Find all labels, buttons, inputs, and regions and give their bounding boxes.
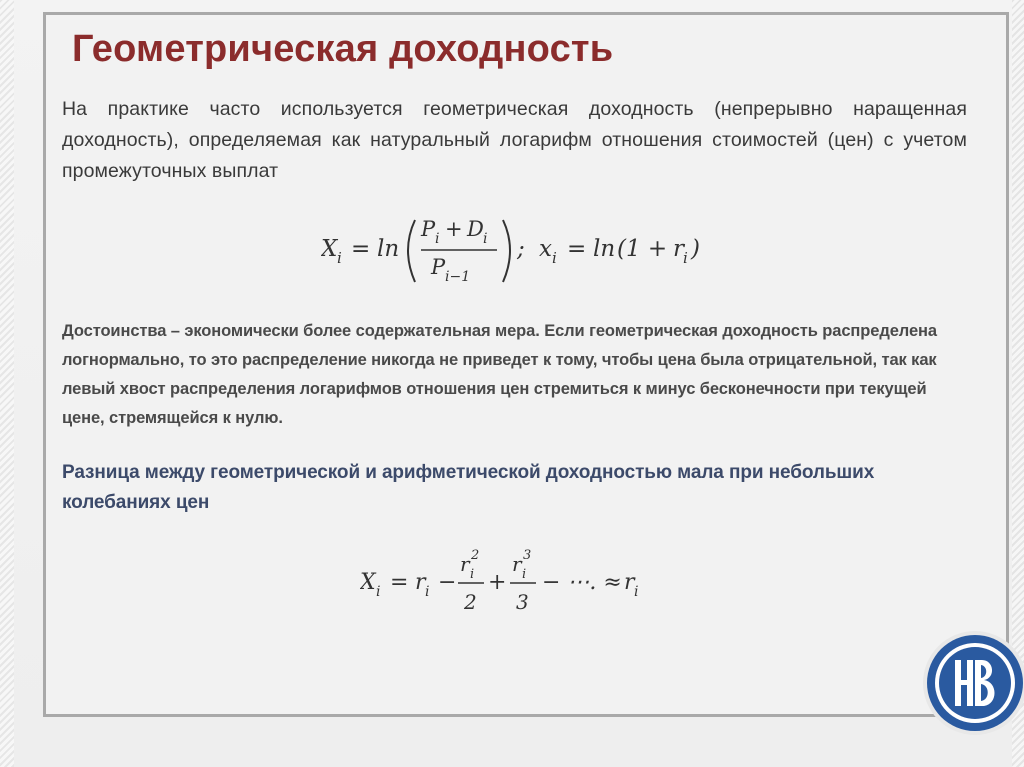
f1-lhs2-sub: i: [552, 249, 557, 267]
f2-frac2-num: r: [512, 552, 522, 576]
f2-frac1-den: 2: [464, 590, 477, 614]
f1-num-P-sub: i: [435, 231, 440, 247]
hse-logo-icon: [920, 628, 1024, 738]
f2-lhs-sub: i: [376, 584, 381, 600]
slide-title: Геометрическая доходность: [72, 28, 614, 70]
f1-num-P: P: [421, 217, 436, 241]
f2-lhs: X: [360, 570, 376, 595]
f2-frac2-sup: 3: [523, 548, 532, 563]
formula-geometric-return: [321, 210, 721, 290]
f2-r1-sub: i: [425, 584, 430, 600]
f2-plus: +: [488, 570, 507, 595]
advantages-paragraph: Достоинства – экономически более содержательная мера. Если геометрическая доходность распределена логнормально, то это распределение никогда не приведет к тому, чтобы цена была отрицательной, так как левый хвост распределения логарифмов отношения цен стремиться к минус бесконечности при текущей цене, стремящейся к нулю.: [62, 322, 937, 427]
f1-den-sub: i−1: [445, 269, 471, 285]
f2-frac2-sub: i: [522, 567, 527, 582]
f2-r1: r: [415, 570, 426, 595]
f1-num-D-sub: i: [483, 231, 488, 247]
f1-num-plus: +: [445, 217, 463, 241]
f2-rhs: r: [624, 570, 635, 595]
f1-ln2: ln: [593, 236, 616, 262]
f2-frac1-num: r: [460, 552, 470, 576]
f1-left-paren: [408, 220, 415, 282]
f1-eq2: =: [567, 236, 587, 262]
f1-open2: (1 +: [617, 236, 675, 262]
slide-left-texture: [0, 0, 14, 767]
formula-taylor-approx: [360, 545, 680, 625]
f1-ln: ln: [377, 236, 400, 262]
f1-r-sub: i: [683, 249, 688, 267]
f1-lhs: X: [321, 236, 338, 262]
intro-paragraph: На практике часто используется геометрическая доходность (непрерывно наращенная доходность), определяемая как натуральный логарифм отношения стоимостей (цен) с учетом промежуточных выплат: [62, 98, 967, 182]
f2-minus: −: [438, 570, 457, 595]
f1-lhs-sub: i: [337, 249, 342, 267]
difference-paragraph: Разница между геометрической и арифметической доходностью мала при небольших колебаниях цен: [62, 462, 875, 513]
f2-frac1-sup: 2: [471, 548, 480, 563]
f1-den-P: P: [431, 255, 446, 279]
f1-right-paren: [503, 220, 510, 282]
f1-lhs2: x: [539, 236, 552, 262]
f1-close2: ): [691, 236, 700, 262]
f2-tail: − ⋯. ≈: [542, 570, 622, 595]
f2-rhs-sub: i: [634, 584, 639, 600]
f2-frac1-sub: i: [470, 567, 475, 582]
f1-num-D: D: [467, 217, 484, 241]
f1-eq: =: [351, 236, 371, 262]
f1-r: r: [673, 236, 684, 262]
f1-sep: ;: [517, 236, 525, 262]
f2-eq: =: [390, 570, 409, 595]
f2-frac2-den: 3: [516, 590, 529, 614]
